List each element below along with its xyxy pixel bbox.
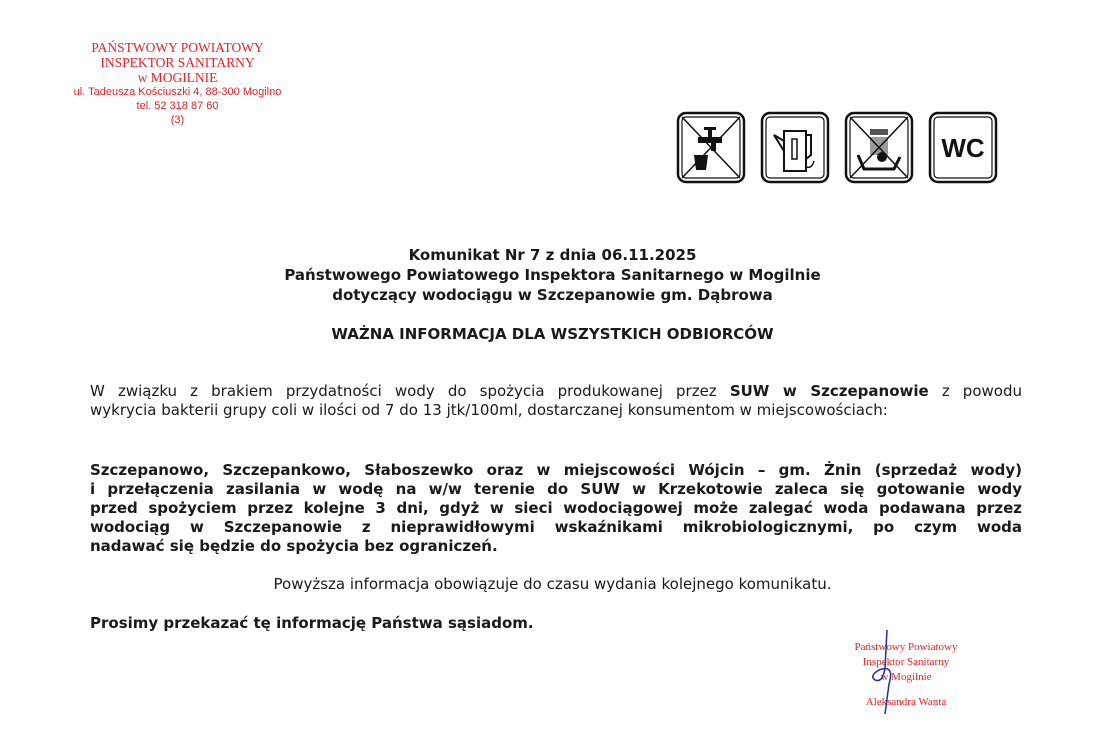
intro-line-2: wykrycia bakterii grupy coli w ilości od 7 do 13 jtk/100ml, dostarczanej konsumentom w miejscowościach:	[90, 401, 888, 419]
signature-line: w Mogilnie	[880, 671, 932, 683]
notice-subject: dotyczący wodociągu w Szczepanowie gm. Dąbrowa	[332, 286, 773, 304]
no-bathing-icon	[844, 111, 914, 184]
intro-text: z powodu	[941, 382, 1022, 400]
stamp-number: (3)	[170, 114, 185, 126]
important-heading: WAŻNA INFORMACJA DLA WSZYSTKICH ODBIORCÓW	[331, 325, 774, 343]
wc-icon	[928, 111, 998, 184]
signature-line: Inspektor Sanitarny	[862, 656, 950, 668]
main-line-1: Szczepanowo, Szczepankowo, Słaboszewko oraz w miejscowości Wójcin – gm. Żnin (sprzedaż wody)	[90, 461, 1022, 479]
kettle-boil-icon	[760, 111, 830, 184]
stamp-phone: tel. 52 318 87 60	[136, 100, 219, 112]
intro-text: W związku z brakiem przydatności wody do spożycia produkowanej przez	[90, 382, 717, 400]
stamp-line: INSPEKTOR SANITARNY	[100, 55, 255, 70]
signature-name: Aleksandra Wanta	[865, 696, 947, 708]
wc-label: WC	[941, 133, 985, 163]
main-line-4: wodociąg w Szczepanowie z nieprawidłowymi wskaźnikami mikrobiologicznymi, po czym woda	[90, 518, 1022, 536]
intro-bold-source: SUW w Szczepanowie	[729, 382, 929, 400]
notice-title: Komunikat Nr 7 z dnia 06.11.2025	[408, 246, 697, 264]
intro-line-1	[90, 382, 1022, 400]
handwritten-signature	[855, 628, 915, 718]
inspector-stamp	[55, 40, 300, 127]
signature-line: Państwowy Powiatowy	[854, 641, 958, 653]
main-line-5: nadawać się będzie do spożycia bez ograniczeń.	[90, 537, 498, 555]
stamp-address: ul. Tadeusza Kościuszki 4, 88-300 Mogilno	[73, 86, 282, 98]
main-line-2: i przełączenia zasilania w wodę na w/w terenie do SUW w Krzekotowie zaleca się gotowanie wody	[90, 480, 1022, 498]
notice-issuer: Państwowego Powiatowego Inspektora Sanitarnego w Mogilnie	[284, 266, 821, 284]
no-tap-water-drinking-icon	[676, 111, 746, 184]
stamp-line: PAŃSTWOWY POWIATOWY	[91, 40, 264, 55]
validity-note: Powyższa informacja obowiązuje do czasu wydania kolejnego komunikatu.	[273, 575, 832, 593]
stamp-line: w MOGILNIE	[137, 70, 218, 85]
main-line-3: przed spożyciem przez kolejne 3 dni, gdyż w sieci wodociągowej może zalegać woda podawana przez	[90, 499, 1022, 517]
request-note: Prosimy przekazać tę informację Państwa sąsiadom.	[90, 614, 534, 632]
pictogram-row	[676, 111, 998, 184]
